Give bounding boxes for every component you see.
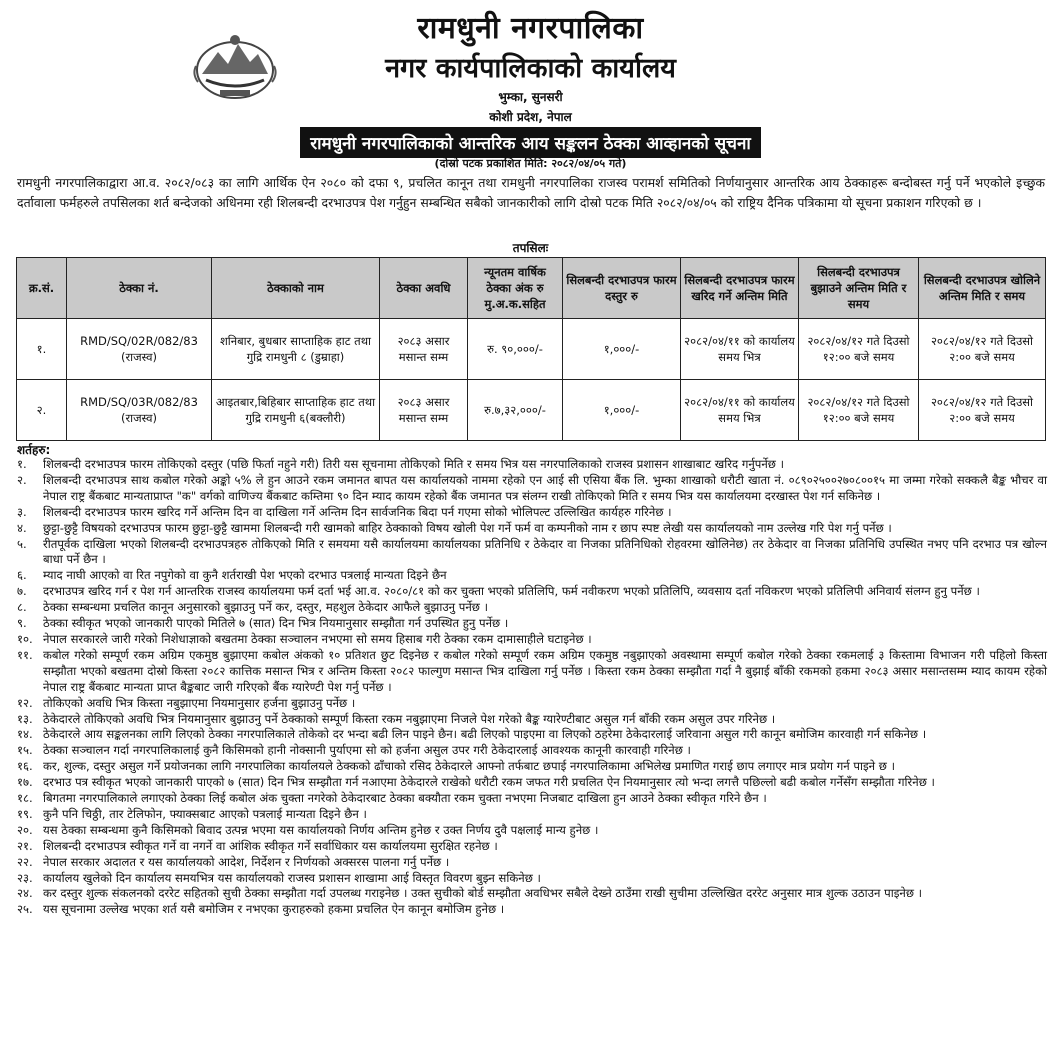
condition-number: ५. bbox=[17, 536, 27, 551]
condition-text: म्याद नाघी आएको वा रित नपुगेको वा कुनै शर्तराखी पेश भएको दरभाउ पत्रलाई मान्यता दिइने छैन bbox=[43, 568, 447, 583]
condition-number: १३. bbox=[17, 711, 33, 726]
table-header-row bbox=[17, 258, 1046, 319]
cell-min-amount: रु. ९०,०००/- bbox=[468, 319, 563, 380]
condition-text: दरभाउ पत्र स्वीकृत भएको जानकारी पाएको ७ (सात) दिन भित्र सम्झौता गर्न नआएमा ठेकेदारले राखेको धरौटी रकम जफत गरी प्रचलित ऐन नियमानुसार त्यो भन्दा लगत्तै पछिल्लो बढी कबोल गर्नेसँग सम्झौता गरिनेछ । bbox=[43, 775, 935, 790]
condition-text: रीतपूर्वक दाखिला भएको शिलबन्दी दरभाउपत्रहरु तोकिएको मिति र समयमा यसै कार्यालयमा कार्यालयका प्रतिनिधि र ठेकेदार वा निजका प्रतिनिधिको रोहवरमा खोलिनेछ) तर ठेकेदार वा निजका प्रतिनिधि उपस्थित नभए पनि दरभाउ पत्र खोल्न बाधा पर्ने छैन । bbox=[43, 536, 1047, 567]
condition-text: यस ठेक्का सम्बन्धमा कुनै किसिमको बिवाद उत्पन्न भएमा यस कार्यालयको निर्णय अन्तिम हुनेछ र उक्त निर्णय दुवै पक्षलाई मान्य हुनेछ । bbox=[43, 822, 599, 837]
table-row bbox=[17, 380, 1046, 441]
condition-item bbox=[17, 584, 1047, 600]
cell-purchase-deadline: २०८२/०४/११ को कार्यालय समय भित्र bbox=[681, 380, 799, 441]
condition-item bbox=[17, 791, 1047, 807]
condition-number: १८. bbox=[17, 791, 33, 806]
condition-item bbox=[17, 600, 1047, 616]
condition-text: ठेकेदारले आय सङ्कलनका लागि लिएको ठेक्का नगरपालिकाले तोकेको दर भन्दा बढी लिन पाइने छैन। बढी लिएको पाइएमा वा लिएको ठहरेमा ठेकेदारलाई जरिवाना असुल गरी कानून बमोजिम कारवाही गर्न सकिनेछ । bbox=[43, 727, 927, 742]
condition-text: यस सूचनामा उल्लेख भएका शर्त यसै बमोजिम र नभएका कुराहरुको हकमा प्रचलित ऐन कानून बमोजिम हुनेछ । bbox=[43, 902, 505, 917]
condition-text: बिगतमा नगरपालिकाले लगाएको ठेक्का लिई कबोल अंक चुक्ता नगरेको ठेकेदारबाट ठेक्का बक्यौता रकम चुक्ता नभएमा निजबाट दाखिला हुन आउने ठेक्का स्वीकृत गरिने छैन । bbox=[43, 791, 767, 806]
condition-number: २२. bbox=[17, 854, 33, 869]
condition-number: ७. bbox=[17, 584, 27, 599]
condition-number: ११. bbox=[17, 647, 33, 662]
address-line: भुम्का, सुनसरी bbox=[498, 90, 563, 104]
condition-number: १९. bbox=[17, 806, 33, 821]
condition-text: ठेकेदारले तोकिएको अवधि भित्र नियमानुसार बुझाउनु पर्ने ठेक्काको सम्पूर्ण किस्ता रकम नबुझाएमा निजले पेश गरेको बैङ्क ग्यारेण्टीबाट असुल गर्न बाँकी रकम असुल उपर गरिनेछ । bbox=[43, 711, 776, 726]
notice-banner bbox=[0, 127, 1061, 158]
condition-number: ९. bbox=[17, 616, 27, 631]
condition-number: ४. bbox=[17, 520, 27, 535]
condition-item bbox=[17, 632, 1047, 648]
condition-number: २०. bbox=[17, 822, 33, 837]
condition-text: शिलबन्दी दरभाउपत्र फारम तोकिएको दस्तुर (पछि फिर्ता नहुने गरी) तिरी यस सूचनामा तोकिएको मिति र समय भित्र यस नगरपालिकाको राजस्व प्रशासन शाखाबाट खरिद गर्नुपर्नेछ । bbox=[43, 457, 785, 471]
contract-number: RMD/SQ/02R/082/83 bbox=[80, 334, 198, 348]
condition-number: २३. bbox=[17, 870, 33, 885]
condition-number: १०. bbox=[17, 631, 33, 646]
office-title: नगर कार्यपालिकाको कार्यालय bbox=[385, 53, 676, 84]
condition-number: ६. bbox=[17, 568, 27, 583]
contract-table bbox=[16, 257, 1046, 441]
condition-item bbox=[17, 886, 1047, 902]
condition-item bbox=[17, 743, 1047, 759]
contract-subtitle: (राजस्व) bbox=[120, 350, 158, 364]
condition-item bbox=[17, 712, 1047, 728]
condition-item bbox=[17, 648, 1047, 696]
condition-item bbox=[17, 696, 1047, 712]
notice-title: रामधुनी नगरपालिकाको आन्तरिक आय सङ्कलन ठेक्का आव्हानको सूचना bbox=[300, 127, 761, 158]
cell-min-amount: रु.७,३२,०००/- bbox=[468, 380, 563, 441]
condition-number: १२. bbox=[17, 695, 33, 710]
condition-number: २४. bbox=[17, 886, 33, 901]
cell-sn: २. bbox=[17, 380, 67, 441]
condition-number: २५. bbox=[17, 902, 33, 917]
column-header: क्र.सं. bbox=[17, 258, 67, 319]
cell-form-fee: १,०००/- bbox=[563, 380, 681, 441]
municipality-title: रामधुनी नगरपालिका bbox=[417, 11, 644, 46]
condition-item bbox=[17, 457, 1047, 473]
condition-item bbox=[17, 871, 1047, 887]
condition-item bbox=[17, 473, 1047, 505]
condition-item bbox=[17, 775, 1047, 791]
column-header: ठेक्काको नाम bbox=[212, 258, 380, 319]
condition-number: ३. bbox=[17, 504, 27, 519]
condition-item bbox=[17, 759, 1047, 775]
column-header: सिलबन्दी दरभाउपत्र फारम खरिद गर्ने अन्तिम मिति bbox=[681, 258, 799, 319]
column-header: सिलबन्दी दरभाउपत्र खोलिने अन्तिम मिति र समय bbox=[919, 258, 1046, 319]
schedule-label: तपसिलः bbox=[512, 241, 549, 255]
condition-text: कर, शुल्क, दस्तुर असुल गर्ने प्रयोजनका लागि नगरपालिका कार्यालयले ठेक्कको ढाँचाको रसिद ठेकेदारले आफ्नो तर्फबाट छपाई नगरपालिकामा अभिलेख प्रमाणित गराई छाप लगाएर मात्र प्रयोग गर्न पाइने छ । bbox=[43, 759, 895, 774]
cell-opening: २०८२/०४/१२ गते दिउसो २:०० बजे समय bbox=[919, 380, 1046, 441]
condition-number: २१. bbox=[17, 838, 33, 853]
condition-number: १४. bbox=[17, 727, 33, 742]
condition-number: ८. bbox=[17, 600, 27, 615]
condition-item bbox=[17, 568, 1047, 584]
province-line: कोशी प्रदेश, नेपाल bbox=[489, 110, 572, 124]
table-row bbox=[17, 319, 1046, 380]
column-header: सिलबन्दी दरभाउपत्र बुझाउने अन्तिम मिति र समय bbox=[799, 258, 919, 319]
condition-number: १५. bbox=[17, 743, 33, 758]
condition-item bbox=[17, 807, 1047, 823]
condition-text: शिलबन्दी दरभाउपत्र फारम खरिद गर्ने अन्तिम दिन वा दाखिला गर्ने अन्तिम दिन सार्वजनिक बिदा पर्न गएमा सोको भोलिपल्ट उल्लिखित कार्यहरु गरिनेछ । bbox=[43, 504, 672, 519]
condition-number: २. bbox=[17, 472, 27, 487]
column-header: ठेक्का अवधि bbox=[380, 258, 468, 319]
condition-text: कार्यालय खुलेको दिन कार्यालय समयभित्र यस कार्यालयको राजस्व प्रशासन शाखामा आई विस्तृत विवरण बुझ्न सकिनेछ । bbox=[43, 870, 541, 885]
cell-contract-name: शनिबार, बुधबार साप्ताहिक हाट तथा गुद्रि रामधुनी ८ (डुम्राहा) bbox=[212, 319, 380, 380]
condition-text: कर दस्तुर शुल्क संकलनको दररेट सहितको सुची ठेक्का सम्झौता गर्दा उपलब्ध गराइनेछ । उक्त सुचीको बोर्ड सम्झौता अवधिभर सबैले देख्ने ठाउँमा राखी सुचीमा उल्लिखित दररेट अनुसार मात्र शुल्क उठाउन पाइनेछ । bbox=[43, 886, 923, 901]
column-header: सिलबन्दी दरभाउपत्र फारम दस्तुर रु bbox=[563, 258, 681, 319]
column-header: ठेक्का नं. bbox=[67, 258, 212, 319]
condition-text: नेपाल सरकारले जारी गरेको निशेधाज्ञाको बखतमा ठेक्का सञ्चालन नभएमा सो समय हिसाब गरी ठेक्का रकम दामासाहीले घटाइनेछ । bbox=[43, 631, 592, 646]
cell-period: २०८३ असार मसान्त सम्म bbox=[380, 319, 468, 380]
conditions-list bbox=[17, 457, 1047, 918]
condition-text: ठेक्का स्वीकृत भएको जानकारी पाएको मितिले ७ (सात) दिन भित्र नियमानुसार सम्झौता गर्न उपस्थित हुनु पर्नेछ । bbox=[43, 616, 509, 631]
condition-item bbox=[17, 902, 1047, 918]
cell-opening: २०८२/०४/१२ गते दिउसो २:०० बजे समय bbox=[919, 319, 1046, 380]
condition-text: ठेक्का सम्बन्धमा प्रचलित कानून अनुसारको बुझाउनु पर्ने कर, दस्तुर, महशुल ठेकेदार आफैले बुझाउनु पर्नेछ । bbox=[43, 600, 489, 615]
publication-note: (दोस्रो पटक प्रकाशित मिति: २०८२/०४/०५ गते) bbox=[434, 157, 627, 170]
condition-item bbox=[17, 505, 1047, 521]
contract-subtitle: (राजस्व) bbox=[120, 411, 158, 425]
condition-text: दरभाउपत्र खरिद गर्न र पेश गर्न आन्तरिक राजस्व कार्यालयमा फर्म दर्ता भई आ.व. २०८०/८१ को कर चुक्ता भएको प्रतिलिपि, फर्म नवीकरण भएको प्रतिलिपि, व्यवसाय दर्ता नविकरण भएको प्रतिलिपी अनिवार्य संलग्न हुनु पर्नेछ । bbox=[43, 584, 980, 599]
condition-number: १. bbox=[17, 457, 27, 471]
condition-number: १६. bbox=[17, 759, 33, 774]
condition-text: शिलबन्दी दरभाउपत्र साथ कबोल गरेको अङ्को ५% ले हुन आउने रकम जमानत बापत यस कार्यालयको नाममा रहेको एन आई सी एसिया बैंक लि. भुम्का शाखाको धरौटी खाता नं. ०८९०२५००२७०८००१५ मा जम्मा गरेको सक्कलै बैङ्क भौचर वा नेपाल राष्ट्र बैंकबाट मान्यताप्राप्त "क" वर्गको वाणिज्य बैंकबाट कम्तिमा ९० दिन म्याद कायम रहेको बैंक जमानत पत्र संलग्न राखी तोकिएको मिति र समय भित्र यस कार्यालयमा दरखास्त पेश गर्न सकिनेछ । bbox=[43, 472, 1047, 503]
condition-number: १७. bbox=[17, 775, 33, 790]
condition-text: नेपाल सरकार अदालत र यस कार्यालयको आदेश, निर्देशन र निर्णयको अक्सरस पालना गर्नु पर्नेछ । bbox=[43, 854, 450, 869]
condition-text: शिलबन्दी दरभाउपत्र स्वीकृत गर्ने वा नगर्ने वा आंशिक स्वीकृत गर्ने सर्वाधिकार यस कार्यालयमा सुरक्षित रहनेछ । bbox=[43, 838, 498, 853]
cell-contract-name: आइतबार,बिहिबार साप्ताहिक हाट तथा गुद्रि रामधुनी ६(बक्लौरी) bbox=[212, 380, 380, 441]
cell-submit-deadline: २०८२/०४/१२ गते दिउसो १२:०० बजे समय bbox=[799, 319, 919, 380]
condition-item bbox=[17, 855, 1047, 871]
condition-item bbox=[17, 537, 1047, 569]
condition-item bbox=[17, 616, 1047, 632]
condition-text: तोकिएको अवधि भित्र किस्ता नबुझाएमा नियमानुसार हर्जना बुझाउनु पर्नेछ । bbox=[43, 695, 356, 710]
condition-item bbox=[17, 823, 1047, 839]
condition-item bbox=[17, 521, 1047, 537]
condition-text: कुनै पनि चिठ्ठी, तार टेलिफोन, फ्याक्सबाट आएको पत्रलाई मान्यता दिइने छैन । bbox=[43, 806, 367, 821]
cell-period: २०८३ असार मसान्त सम्म bbox=[380, 380, 468, 441]
condition-text: कबोल गरेको सम्पूर्ण रकम अग्रिम एकमुष्ठ बुझाएमा कबोल अंकको १० प्रतिशत छुट दिइनेछ र कबोल गरेको सम्पूर्ण रकम अग्रिम एकमुष्ठ नबुझाएको अवस्थामा सम्पूर्ण कबोल गरेको ठेक्का रकमलाई ३ किस्तामा विभाजन गरी पहिलो किस्ता सम्झौता भएको बखतमा दोस्रो किस्ता २०८२ कात्तिक मसान्त भित्र र अन्तिम किस्ता २०८२ फाल्गुण मसान्त भित्र दाखिला गर्नु पर्नेछ । किस्ता रकम ठेक्का सम्झौता गर्दा नै बुझाई बाँकी रकमको हकमा २०८३ असार मसान्तसम्म म्याद कायम रहेको नेपाल राष्ट्र बैंकबाट मान्यता प्राप्त बैङ्कबाट जारी गरिएको बैंक ग्यारेण्टी पेश गर्नु पर्नेछ । bbox=[43, 647, 1047, 694]
cell-sn: १. bbox=[17, 319, 67, 380]
cell-purchase-deadline: २०८२/०४/११ को कार्यालय समय भित्र bbox=[681, 319, 799, 380]
intro-paragraph: रामधुनी नगरपालिकाद्वारा आ.व. २०८२/०८३ का लागि आर्थिक ऐन २०८० को दफा ९, प्रचलित कानून तथा रामधुनी नगरपालिका राजस्व परामर्श समितिको निर्णयानुसार आन्तरिक आय ठेक्काहरू बन्दोबस्त गर्नु पर्ने भएकोले इच्छुक दर्तावाला फर्महरुले तपसिलका शर्त बन्देजको अधिनमा रही शिलबन्दी दरभाउपत्र पेश गर्नुहुन सम्बन्धित सबैको जानकारीको लागि दोस्रो पटक मिति २०८२/०४/०५ को राष्ट्रिय दैनिक पत्रिकामा यो सूचना प्रकाशन गरिएको छ । bbox=[17, 175, 1046, 210]
cell-form-fee: १,०००/- bbox=[563, 319, 681, 380]
cell-contract-no bbox=[67, 380, 212, 441]
condition-text: ठेक्का सञ्चालन गर्दा नगरपालिकालाई कुनै किसिमको हानी नोक्सानी पुर्याएमा सो को हर्जना असुल उपर गरी ठेकेदारलाई आवश्यक कानूनी कारवाही गरिनेछ । bbox=[43, 743, 691, 758]
column-header: न्यूनतम वार्षिक ठेक्का अंक रु मु.अ.क.सहित bbox=[468, 258, 563, 319]
cell-submit-deadline: २०८२/०४/१२ गते दिउसो १२:०० बजे समय bbox=[799, 380, 919, 441]
condition-item bbox=[17, 839, 1047, 855]
conditions-heading: शर्तहरु: bbox=[17, 443, 51, 457]
condition-item bbox=[17, 727, 1047, 743]
cell-contract-no bbox=[67, 319, 212, 380]
condition-text: छुट्टा-छुट्टै विषयको दरभाउपत्र फारम छुट्टा-छुट्टै खाममा शिलबन्दी गरी खामको बाहिर ठेक्काको विषय खोली पेश गर्ने फर्म वा कम्पनीको नाम र छाप स्पष्ट लेखी यस कार्यालयको नाम उल्लेख गरि पेश गर्नु पर्नेछ । bbox=[43, 520, 892, 535]
contract-number: RMD/SQ/03R/082/83 bbox=[80, 395, 198, 409]
